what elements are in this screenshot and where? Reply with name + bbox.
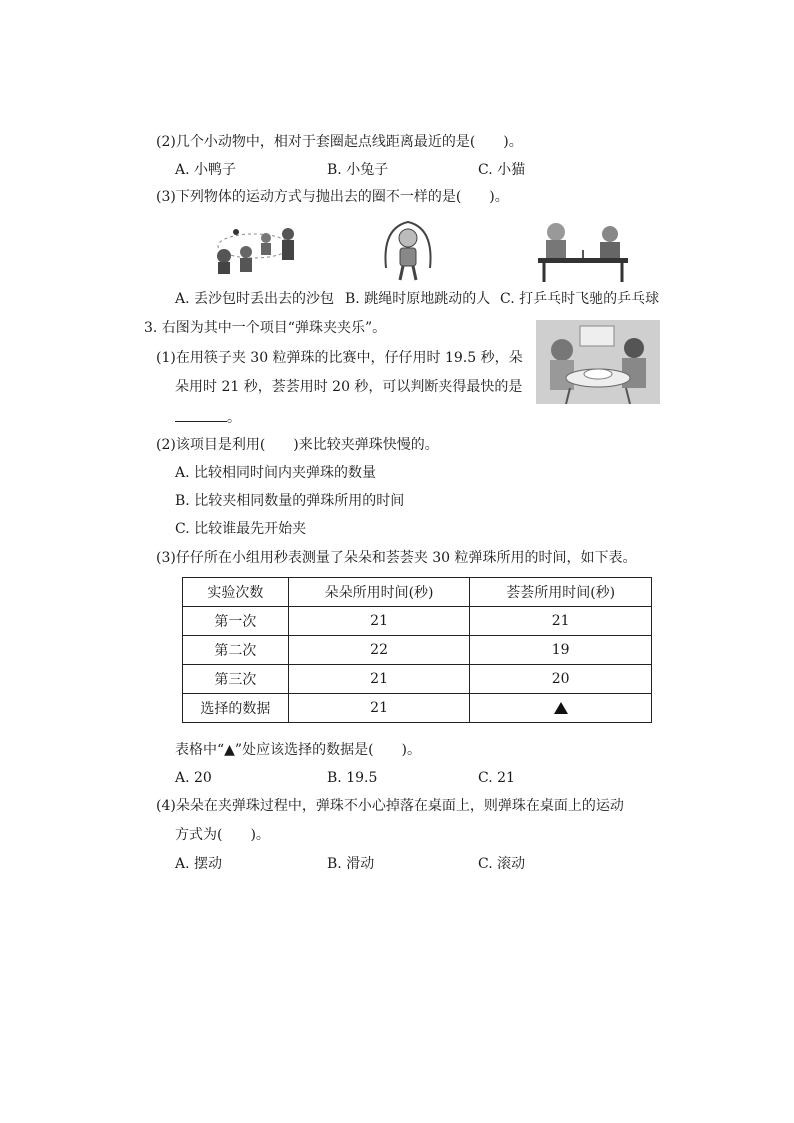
table-header: 荟荟所用时间(秒) (470, 578, 652, 607)
table-header: 朵朵所用时间(秒) (288, 578, 470, 607)
sub4-option-c[interactable]: C. 滚动 (478, 856, 526, 872)
table-row (183, 636, 652, 665)
sub2-option-c[interactable]: C. 比较谁最先开始夹 (175, 521, 307, 537)
q2-option-b[interactable]: B. 小兔子 (327, 162, 389, 178)
table-row (183, 607, 652, 636)
q3-option-c[interactable]: C. 打乒乓时飞驰的乒乓球 (500, 291, 660, 307)
q3-option-a[interactable]: A. 丢沙包时丢出去的沙包 (175, 291, 335, 307)
table-cell: 第三次 (183, 665, 289, 694)
answer-blank[interactable] (175, 407, 227, 422)
sub1-line2: 朵用时 21 秒，荟荟用时 20 秒，可以判断夹得最快的是 (175, 379, 523, 395)
triangle-icon (554, 702, 568, 714)
sub3-stem: (3)仔仔所在小组用秒表测量了朵朵和荟荟夹 30 粒弹珠所用的时间，如下表。 (156, 550, 637, 566)
table-cell: 21 (288, 665, 470, 694)
table-cell: 21 (288, 694, 470, 723)
table-cell: 选择的数据 (183, 694, 289, 723)
q2-option-c[interactable]: C. 小猫 (478, 162, 526, 178)
ping-pong-players-icon (534, 218, 634, 284)
q3-stem: (3)下列物体的运动方式与抛出去的圈不一样的是( )。 (156, 189, 509, 205)
sub4-line1: (4)朵朵在夹弹珠过程中，弹珠不小心掉落在桌面上，则弹珠在桌面上的运动 (156, 798, 624, 814)
sub2-option-b[interactable]: B. 比较夹相同数量的弹珠所用的时间 (175, 493, 405, 509)
q2-stem: (2)几个小动物中，相对于套圈起点线距离最近的是( )。 (156, 134, 523, 150)
section3-intro: 3. 右图为其中一个项目“弹珠夹夹乐”。 (144, 320, 387, 336)
sub4-line2: 方式为( )。 (175, 827, 270, 843)
q3-option-b[interactable]: B. 跳绳时原地跳动的人 (345, 291, 491, 307)
table-cell: 22 (288, 636, 470, 665)
q2-option-a[interactable]: A. 小鸭子 (175, 162, 237, 178)
sub3-option-b[interactable]: B. 19.5 (327, 770, 378, 786)
table-row (183, 665, 652, 694)
table-cell: 19 (470, 636, 652, 665)
children-playing-sandbag-icon (206, 218, 302, 280)
table-header: 实验次数 (183, 578, 289, 607)
table-cell: 第一次 (183, 607, 289, 636)
sub3-option-a[interactable]: A. 20 (175, 770, 212, 786)
table-row (183, 694, 652, 723)
sub1-line3: 。 (175, 407, 241, 427)
table-header-row (183, 578, 652, 607)
sub1-line1: (1)在用筷子夹 30 粒弹珠的比赛中，仔仔用时 19.5 秒，朵 (156, 350, 523, 366)
sub4-option-b[interactable]: B. 滑动 (327, 856, 375, 872)
girl-jumping-rope-icon (378, 218, 438, 284)
sub2-option-a[interactable]: A. 比较相同时间内夹弹珠的数量 (175, 465, 377, 481)
sub3-question: 表格中“▲”处应该选择的数据是( )。 (175, 742, 422, 758)
sub4-option-a[interactable]: A. 摆动 (175, 856, 223, 872)
table-cell: 第二次 (183, 636, 289, 665)
table-cell: 21 (288, 607, 470, 636)
timing-table (182, 577, 652, 723)
sub2-stem: (2)该项目是利用( )来比较夹弹珠快慢的。 (156, 437, 439, 453)
children-marble-game-icon (536, 320, 660, 404)
sub3-option-c[interactable]: C. 21 (478, 770, 515, 786)
table-cell: 21 (470, 607, 652, 636)
triangle-cell (470, 694, 652, 723)
table-cell: 20 (470, 665, 652, 694)
